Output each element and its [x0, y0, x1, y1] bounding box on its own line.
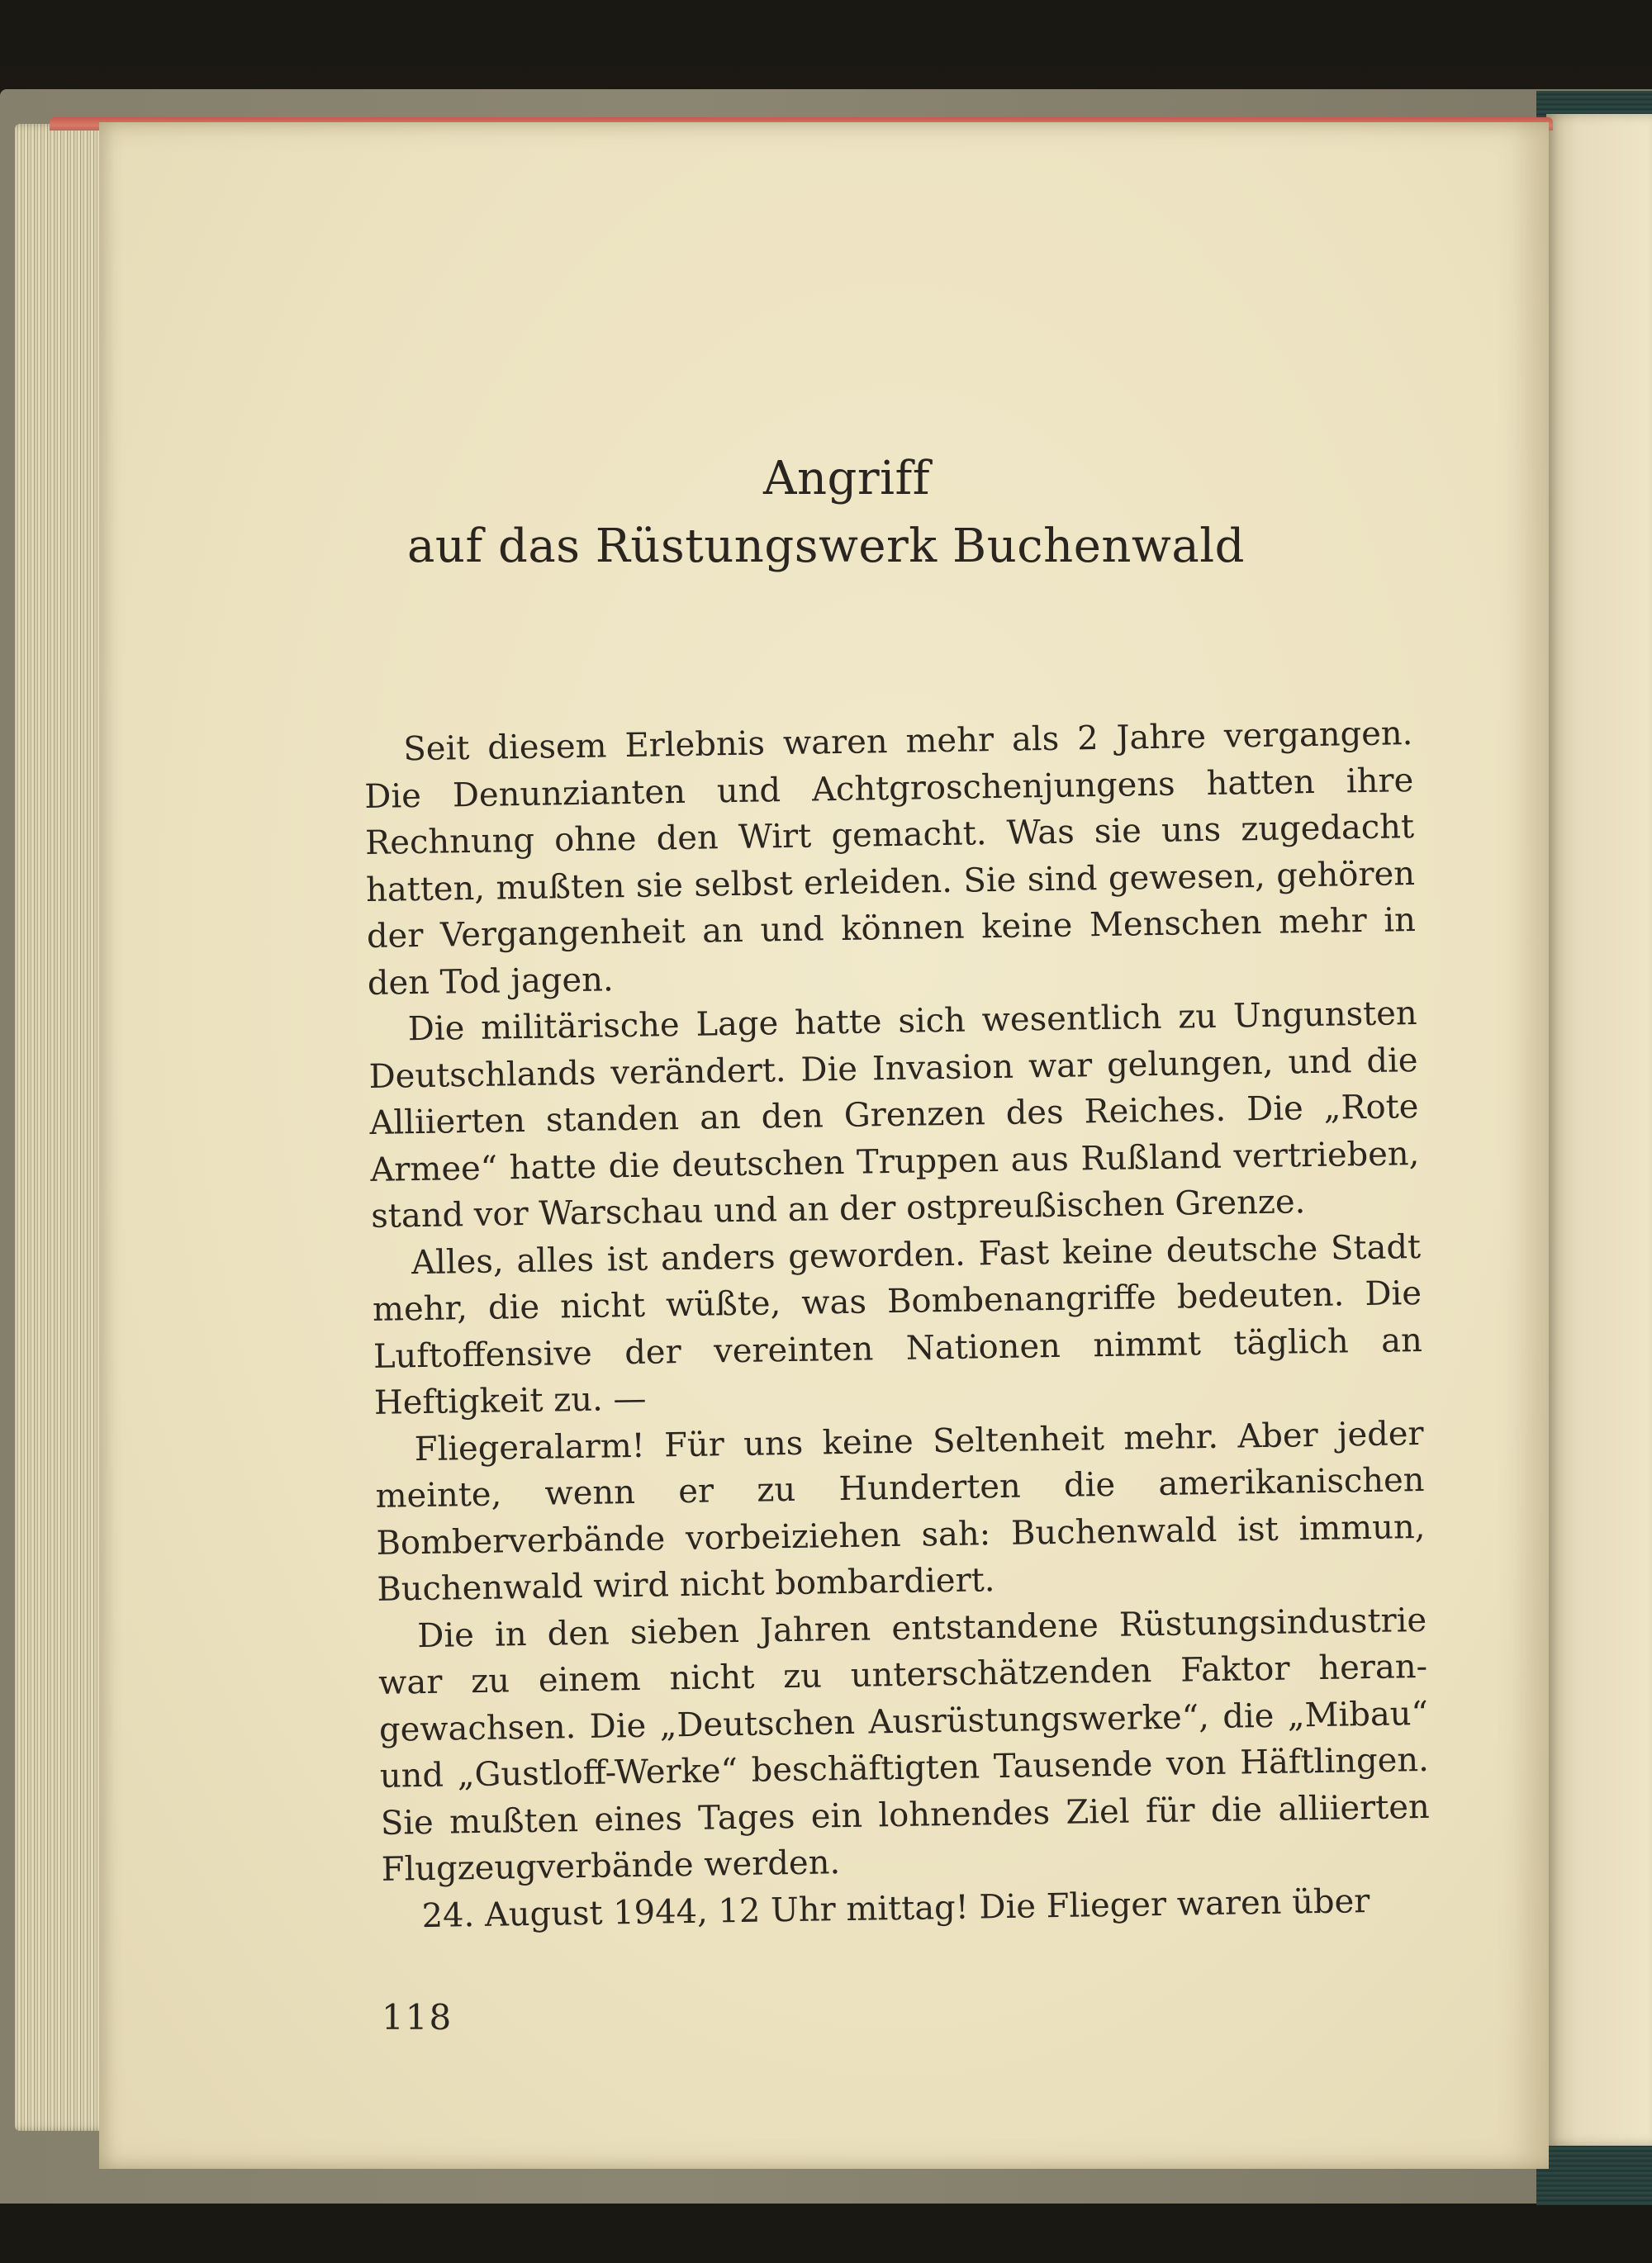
chapter-title — [0, 450, 1652, 576]
body-text — [363, 710, 1431, 1940]
paragraph: Die in den sieben Jahren entstandene Rüstungsindustrie war zu einem nicht zu unterschätzenden Faktor herangewachsen. Die „Deutschen Ausrüstungswerke“, die „Mibau“ und „Gustloff-Werke“ beschäftigten Tausende von Häftlingen. Sie mußten eines Tages ein lohnendes Ziel für die alliierten Flugzeugverbände werden. — [377, 1601, 1431, 1889]
paragraph: Seit diesem Erlebnis waren mehr als 2 Jahre vergangen. Die Denunzianten und Achtgroschenjungens hatten ihre Rechnung ohne den Wirt gemacht. Was sie uns zugedacht hatten, mußten sie selbst erleiden. Sie sind gewesen, gehören der Vergangenheit an und können keine Menschen mehr in den Tod jagen. — [363, 714, 1417, 1003]
page-number: 118 — [382, 1997, 453, 2038]
next-page-edge — [1546, 114, 1652, 2146]
paragraph: 24. August 1944, 12 Uhr mittag! Die Flieger waren über — [421, 1881, 1370, 1935]
paragraph: Die militärische Lage hatte sich wesentlich zu Ungunsten Deutschlands verändert. Die Invasion war gelungen, und die Alliierten standen an den Grenzen des Reiches. Die „Rote Armee“ hatte die deutschen Truppen aus Rußland vertrieben, stand vor Warschau und an der ostpreußischen Grenze. — [368, 994, 1420, 1236]
chapter-title-line-2: auf das Rüstungswerk Buchenwald — [407, 519, 1245, 573]
chapter-title-line-1: Angriff — [763, 452, 930, 505]
paragraph: Alles, alles ist anders geworden. Fast keine deutsche Stadt mehr, die nicht wüßte, was Bombenangriffe bedeuten. Die Luftoffensive der vereinten Nationen nimmt täglich an Heftigkeit zu. — — [372, 1227, 1423, 1422]
paragraph: Fliegeralarm! Für uns keine Seltenheit mehr. Aber jeder meinte, wenn er zu Hunderten die amerikanischen Bomberverbände vorbeiziehen sah: Buchenwald ist immun, Buchenwald wird nicht bombardiert. — [375, 1414, 1426, 1609]
